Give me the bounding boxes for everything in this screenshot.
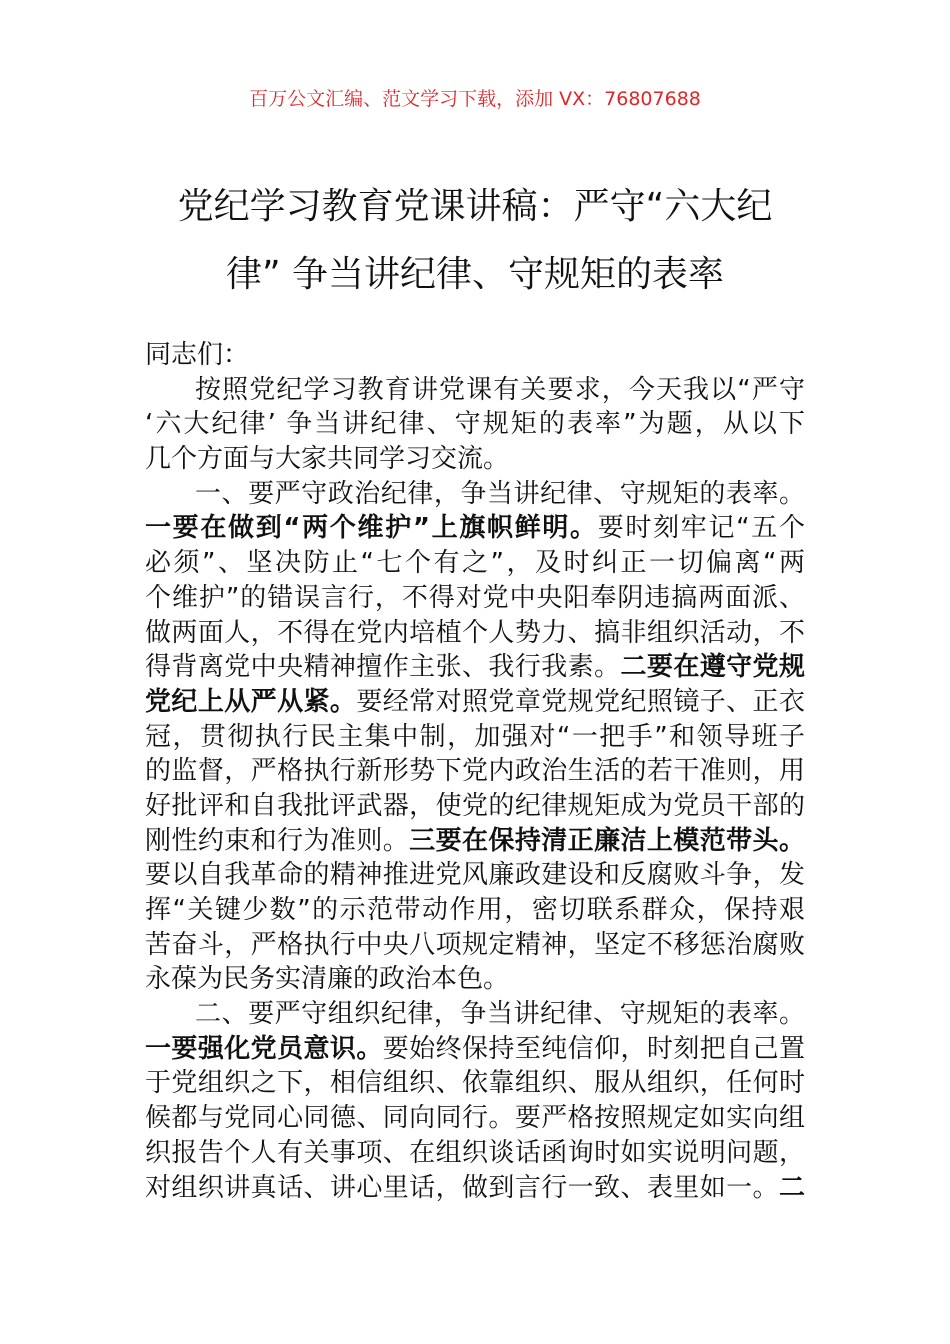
text-line <box>145 720 805 755</box>
body-text: 对组织讲真话、讲心里话，做到言行一致、表里如一。 <box>145 1172 779 1203</box>
text-line <box>145 442 805 477</box>
body-text: 永葆为民务实清廉的政治本色。 <box>145 964 510 995</box>
body-text: 的监督，严格执行新形势下党内政治生活的若干准则，用 <box>145 756 805 787</box>
body-text: 挥“关键少数”的示范带动作用，密切联系群众，保持艰 <box>145 895 805 925</box>
text-line <box>145 477 805 512</box>
bold-heading-text: 一要在做到“两个维护”上旗帜鲜明。 <box>145 513 598 544</box>
body-text: 要始终保持至纯信仰，时刻把自己置 <box>382 1033 805 1064</box>
body-text: 要时刻牢记“五个 <box>597 513 805 544</box>
body-text: 刚性约束和行为准则。 <box>145 825 410 856</box>
text-line <box>145 650 805 685</box>
text-line <box>145 373 805 408</box>
body-text: 必须”、坚决防止“七个有之”，及时纠正一切偏离“两 <box>145 548 805 579</box>
text-line <box>145 1171 805 1206</box>
text-line <box>145 338 805 373</box>
body-text: 要经常对照党章党规党纪照镜子、正衣 <box>356 686 805 717</box>
bold-heading-text: 党纪上从严从紧。 <box>145 686 357 717</box>
body-text: 织报告个人有关事项、在组织谈话函询时如实说明问题， <box>145 1137 805 1168</box>
bold-heading-text: 二要在遵守党规 <box>620 652 805 683</box>
body-text: 得背离党中央精神擅作主张、我行我素。 <box>145 652 621 683</box>
text-line <box>145 616 805 651</box>
body-text: 于党组织之下，相信组织、依靠组织、服从组织，任何时 <box>145 1068 805 1099</box>
text-line <box>145 754 805 789</box>
bold-heading-text: 二 <box>778 1172 805 1203</box>
text-line <box>145 1136 805 1171</box>
body-text: 几个方面与大家共同学习交流。 <box>145 444 510 475</box>
watermark-header: 百万公文汇编、范文学习下载，添加 VX：76807688 <box>249 88 701 110</box>
body-text: 按照党纪学习教育讲党课有关要求，今天我以“严守 <box>195 374 805 405</box>
text-line <box>145 511 805 546</box>
document-title-line-1: 党纪学习教育党课讲稿：严守“六大纪 <box>177 186 773 227</box>
bold-heading-text: 一要强化党员意识。 <box>145 1033 383 1064</box>
text-line <box>145 1066 805 1101</box>
body-text: 苦奋斗，严格执行中央八项规定精神，坚定不移惩治腐败 <box>145 929 805 960</box>
text-line <box>145 1101 805 1136</box>
text-line <box>145 824 805 859</box>
text-line <box>145 893 805 928</box>
body-text: 要以自我革命的精神推进党风廉政建设和反腐败斗争，发 <box>145 860 805 891</box>
text-line <box>145 928 805 963</box>
text-line <box>145 789 805 824</box>
text-line <box>145 546 805 581</box>
body-text: 个维护”的错误言行，不得对党中央阳奉阴违搞两面派、 <box>145 582 805 613</box>
text-line <box>145 1032 805 1067</box>
text-line <box>145 997 805 1032</box>
body-text: 一、要严守政治纪律，争当讲纪律、守规矩的表率。 <box>195 478 805 509</box>
body-text: 同志们： <box>145 340 250 370</box>
document-title-line-2: 律” 争当讲纪律、守规矩的表率 <box>225 254 725 295</box>
text-line <box>145 685 805 720</box>
text-line <box>145 858 805 893</box>
document-body <box>145 338 805 1205</box>
text-line <box>145 962 805 997</box>
body-text: 冠，贯彻执行民主集中制，加强对“一把手”和领导班子 <box>145 721 805 752</box>
text-line <box>145 581 805 616</box>
body-text: ‘六大纪律’ 争当讲纪律、守规矩的表率”为题，从以下 <box>145 409 805 440</box>
body-text: 候都与党同心同德、同向同行。要严格按照规定如实向组 <box>145 1103 805 1134</box>
body-text: 做两面人，不得在党内培植个人势力、搞非组织活动，不 <box>145 617 805 648</box>
bold-heading-text: 三要在保持清正廉洁上模范带头。 <box>409 825 805 856</box>
body-text: 好批评和自我批评武器，使党的纪律规矩成为党员干部的 <box>145 790 805 821</box>
body-text: 二、要严守组织纪律，争当讲纪律、守规矩的表率。 <box>195 999 805 1030</box>
text-line <box>145 407 805 442</box>
